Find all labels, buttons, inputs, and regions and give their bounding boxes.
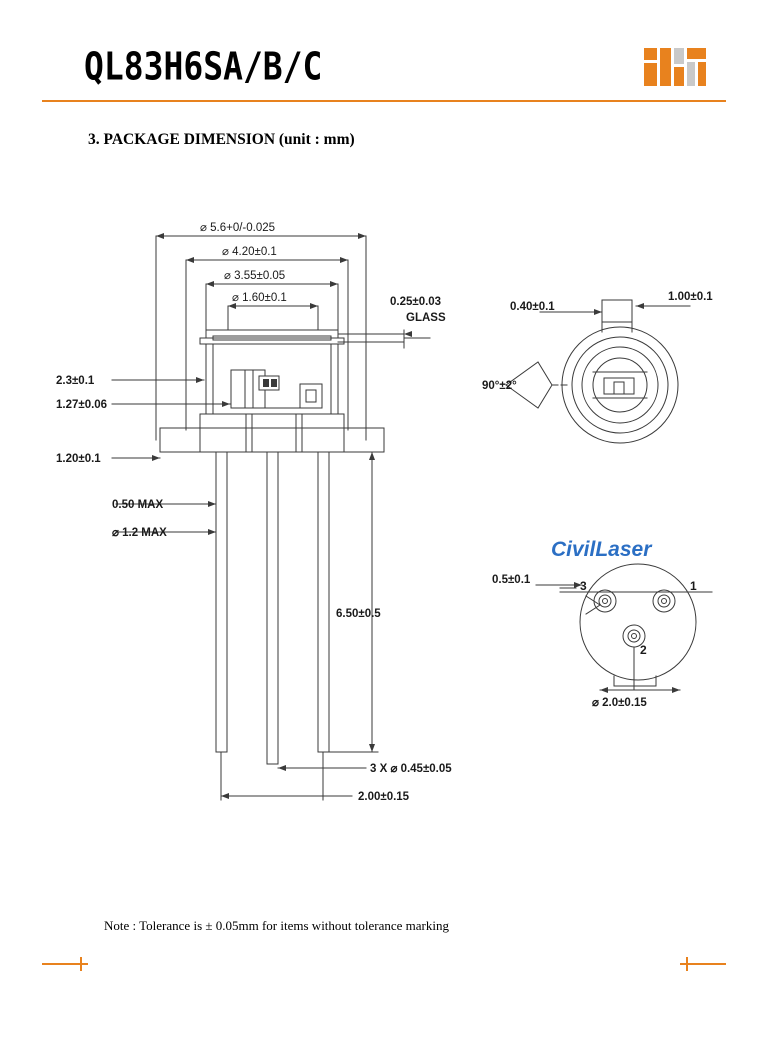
tolerance-note: Note : Tolerance is ± 0.05mm for items without tolerance marking xyxy=(104,918,449,933)
dim-tab-width: 0.40±0.1 xyxy=(510,301,555,313)
watermark-text-b: Laser xyxy=(595,538,652,561)
dim-pin-pitch: 2.00±0.15 xyxy=(358,791,410,803)
dim-height-1-27: 1.27±0.06 xyxy=(56,399,108,411)
dim-diameter-1-2-max: ⌀ 1.2 MAX xyxy=(112,527,167,539)
dim-pin-circle: ⌀ 2.0±0.15 xyxy=(592,697,647,709)
dim-height-2-3: 2.3±0.1 xyxy=(56,375,95,387)
dim-diameter-outer: ⌀ 5.6+0/-0.025 xyxy=(200,222,276,234)
watermark-text-a: Civil xyxy=(551,538,596,561)
crop-mark-left xyxy=(42,957,88,971)
dim-glass-thickness: 0.25±0.03 xyxy=(390,296,442,308)
dim-0-50-max: 0.50 MAX xyxy=(112,499,164,511)
pin-1-label: 1 xyxy=(690,579,697,593)
page-title: QL83H6SA/B/C xyxy=(84,44,323,89)
dim-notch: 0.5±0.1 xyxy=(492,574,531,586)
section-heading: 3. PACKAGE DIMENSION (unit : mm) xyxy=(88,131,355,148)
dim-diameter-4-20: ⌀ 4.20±0.1 xyxy=(222,246,277,258)
watermark xyxy=(551,538,651,562)
crop-mark-right xyxy=(680,957,726,971)
dim-tab-height: 1.00±0.1 xyxy=(668,291,713,303)
dim-lead-length: 6.50±0.5 xyxy=(336,608,381,620)
pin-3-label: 3 xyxy=(580,579,587,593)
pin-2-label: 2 xyxy=(640,643,647,657)
label-glass: GLASS xyxy=(406,312,446,324)
dim-height-1-20: 1.20±0.1 xyxy=(56,453,101,465)
dim-diameter-3-55: ⌀ 3.55±0.05 xyxy=(224,270,286,282)
dim-diameter-1-60: ⌀ 1.60±0.1 xyxy=(232,292,287,304)
dim-angle: 90°±2° xyxy=(482,380,517,392)
dim-pin-diameter: 3 X ⌀ 0.45±0.05 xyxy=(370,763,452,775)
